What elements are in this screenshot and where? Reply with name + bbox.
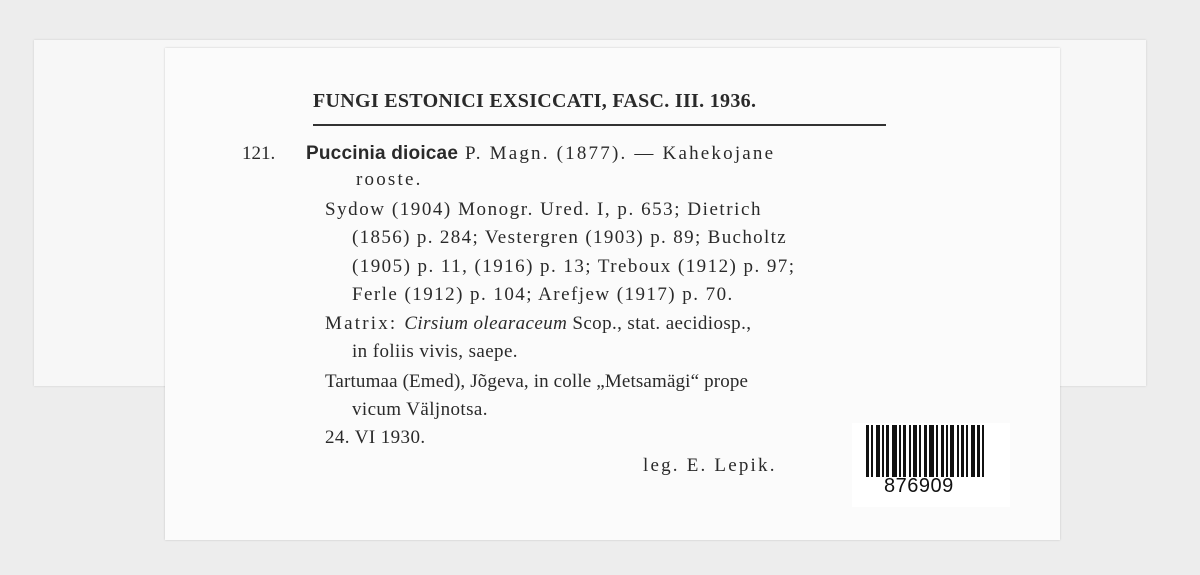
matrix-label: Matrix: <box>325 313 405 334</box>
matrix-line-1 <box>325 313 751 335</box>
host-plant-name: Cirsium olearaceum <box>404 313 568 334</box>
locality-line-2: vicum Väljnotsa. <box>352 399 488 420</box>
common-name-continued: rooste. <box>356 169 423 190</box>
barcode-number: 876909 <box>884 475 954 497</box>
reference-line-4: Ferle (1912) p. 104; Arefjew (1917) p. 70. <box>352 284 734 305</box>
reference-line-1: Sydow (1904) Monogr. Ured. I, p. 653; Dietrich <box>325 199 763 220</box>
collector: leg. E. Lepik. <box>643 455 777 476</box>
entry-number: 121. <box>242 143 276 164</box>
matrix-details: Scop., stat. aecidiosp., <box>567 313 752 334</box>
locality-line-1: Tartumaa (Emed), Jõgeva, in colle „Metsamägi“ prope <box>325 371 749 392</box>
author-year-common-name: P. Magn. (1877). — Kahekojane <box>458 143 776 164</box>
barcode-label <box>852 423 1010 507</box>
title-underline <box>313 124 886 126</box>
barcode-icon <box>866 425 992 477</box>
entry-heading <box>306 143 775 165</box>
collection-date: 24. VI 1930. <box>325 427 426 448</box>
species-name: Puccinia dioicae <box>306 143 459 164</box>
reference-line-2: (1856) p. 284; Vestergren (1903) p. 89; Bucholtz <box>352 227 788 248</box>
matrix-line-2: in foliis vivis, saepe. <box>352 341 518 362</box>
label-title: FUNGI ESTONICI EXSICCATI, FASC. III. 1936. <box>313 90 757 112</box>
reference-line-3: (1905) p. 11, (1916) p. 13; Treboux (1912) p. 97; <box>352 256 796 277</box>
